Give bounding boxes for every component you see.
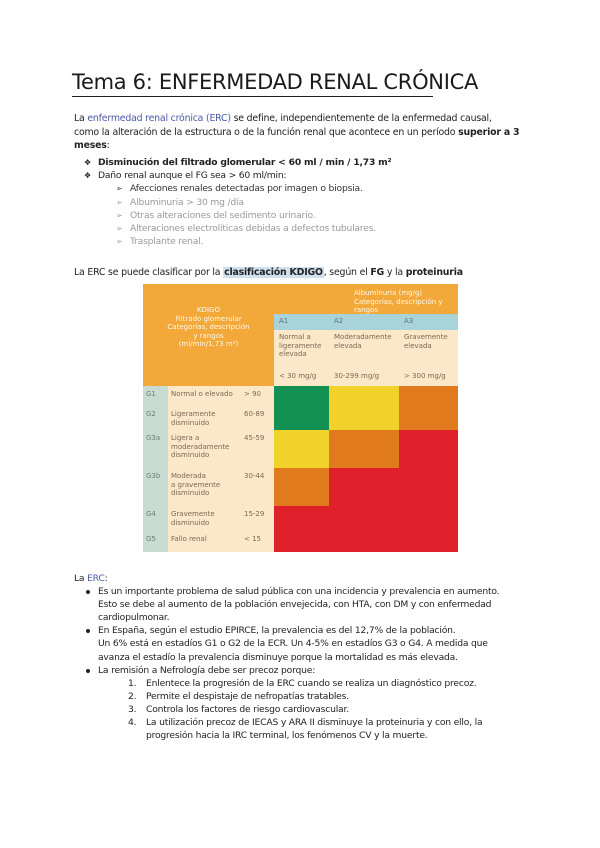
diamond-bullet-icon: ❖ bbox=[84, 158, 91, 167]
g4-description: Gravemente disminuido bbox=[168, 506, 241, 530]
arrow-bullet-icon: ➢ bbox=[116, 224, 123, 234]
g3b-description: Moderada a gravemente disminuido bbox=[168, 468, 241, 506]
referral-reason bbox=[74, 716, 544, 742]
erc-bullet-3-text: La remisión a Nefrología debe ser precoz porque: bbox=[98, 664, 316, 676]
erc-bullet-1 bbox=[74, 585, 544, 624]
arrow-bullet-icon: ➢ bbox=[116, 210, 123, 220]
risk-cell-g1g2-a3 bbox=[399, 386, 458, 430]
arrow-bullet-icon: ➢ bbox=[116, 184, 123, 194]
risk-cell-g3a-a2 bbox=[329, 430, 399, 468]
risk-cell-g4g5-all bbox=[274, 506, 458, 552]
intro-paragraph bbox=[74, 112, 534, 153]
g4-code: G4 bbox=[143, 506, 168, 530]
intro-term: enfermedad renal crónica (ERC) bbox=[87, 113, 231, 124]
risk-cell-g3b-a1 bbox=[274, 468, 329, 506]
g2-code: G2 bbox=[143, 406, 168, 430]
referral-reason-text: Controla los factores de riesgo cardiovascular. bbox=[146, 703, 349, 715]
g2-description: Ligeramente disminuido bbox=[168, 406, 241, 430]
a2-description: Moderadamente elevada bbox=[329, 330, 399, 366]
g3a-range: 45-59 bbox=[241, 430, 274, 468]
criteria-subitem: ➢ Trasplante renal. bbox=[116, 236, 204, 248]
page-title: Tema 6: ENFERMEDAD RENAL CRÓNICA bbox=[72, 70, 479, 94]
referral-reason bbox=[74, 690, 544, 703]
criteria-subitem: ➢ Alteraciones electrolíticas debidas a defectos tubulares. bbox=[116, 223, 377, 235]
erc-lead bbox=[74, 572, 544, 585]
g1-description: Normal o elevado bbox=[168, 386, 241, 406]
risk-cell-g3a-a1 bbox=[274, 430, 329, 468]
criteria-item-2: ❖ Daño renal aunque el FG sea > 60 ml/min: bbox=[84, 170, 287, 182]
g5-range: < 15 bbox=[241, 530, 274, 552]
kdigo-table bbox=[143, 284, 458, 552]
a1-range: < 30 mg/g bbox=[274, 366, 329, 386]
a3-range: > 300 mg/g bbox=[399, 366, 458, 386]
list-number: 2. bbox=[128, 690, 137, 702]
erc-lead-term: ERC bbox=[87, 573, 105, 584]
risk-cell-g1g2-a2 bbox=[329, 386, 399, 430]
intro-text-2: se define, independientemente de la enfermedad causal, bbox=[230, 113, 492, 124]
title-underline bbox=[72, 96, 433, 97]
g2-range: 60-89 bbox=[241, 406, 274, 430]
intro-text-1: La bbox=[74, 113, 88, 124]
erc-bullet-1-text: Es un importante problema de salud pública con una incidencia y prevalencia en aumento. Esto se debe al aumento de la población envejecida, con HTA, con DM y con enfermedad cardiopulmonar. bbox=[98, 586, 500, 624]
intro-text-3: como la alteración de la estructura o de la función renal que acontece en un período bbox=[74, 126, 459, 138]
g1-code: G1 bbox=[143, 386, 168, 406]
a3-description: Gravemente elevada bbox=[399, 330, 458, 366]
classify-text: y la bbox=[384, 267, 406, 278]
list-number: 3. bbox=[128, 703, 137, 715]
kdigo-left-header: KDIGO Filtrado glomerular Categorías, descripción y rangos (ml/min/1,73 m²) bbox=[143, 284, 274, 386]
referral-reason bbox=[74, 703, 544, 716]
g5-description: Fallo renal bbox=[168, 530, 241, 552]
proteinuria-term: proteinuria bbox=[405, 267, 463, 278]
classify-text: La ERC se puede clasificar por la bbox=[74, 267, 224, 278]
risk-cell-g3a-a3 bbox=[399, 430, 458, 468]
g4-range: 15-29 bbox=[241, 506, 274, 530]
classify-text: , según el bbox=[323, 267, 371, 278]
g3a-code: G3a bbox=[143, 430, 168, 468]
erc-bullet-2 bbox=[74, 624, 544, 663]
referral-reason-text: Enlentece la progresión de la ERC cuando se realiza un diagnóstico precoz. bbox=[146, 677, 477, 689]
erc-bullet-2-text: En España, según el estudio EPIRCE, la prevalencia es del 12,7% de la población. Un 6% está en estadíos G1 o G2 de la ECR. Un 4-5% en estadíos G3 o G4. A medida que avanza el estadío la prevalencia disminuye porque la mortalidad es más elevada. bbox=[98, 625, 488, 663]
g3a-description: Ligera a moderadamente disminuido bbox=[168, 430, 241, 468]
a2-range: 30-299 mg/g bbox=[329, 366, 399, 386]
erc-lead-colon: : bbox=[104, 573, 108, 584]
a1-description: Normal a ligeramente elevada bbox=[274, 330, 329, 366]
risk-cell-g3b-a2 bbox=[329, 468, 399, 506]
criteria-list bbox=[74, 156, 391, 248]
albuminuria-header: Albuminuria (mg/g) Categorías, descripción y rangos bbox=[274, 284, 458, 314]
criteria-item-1: ❖ Disminución del filtrado glomerular < 60 ml / min / 1,73 m² bbox=[84, 157, 392, 168]
criteria-subitem: ➢ Otras alteraciones del sedimento urinario. bbox=[116, 209, 316, 221]
intro-duration: superior a 3 bbox=[458, 126, 520, 138]
criteria-subitem: ➢ Afecciones renales detectadas por imagen o biopsia. bbox=[116, 183, 363, 195]
erc-lead-text: La bbox=[74, 573, 88, 584]
intro-meses: meses bbox=[74, 140, 107, 152]
erc-bullet-3 bbox=[74, 664, 544, 677]
referral-reason-text: Permite el despistaje de nefropatías tratables. bbox=[146, 690, 349, 702]
g3b-range: 30-44 bbox=[241, 468, 274, 506]
intro-colon: : bbox=[106, 140, 110, 152]
a2-code: A2 bbox=[329, 314, 399, 330]
kdigo-term: clasificación KDIGO bbox=[224, 267, 323, 278]
g5-code: G5 bbox=[143, 530, 168, 552]
list-number: 1. bbox=[128, 677, 137, 689]
arrow-bullet-icon: ➢ bbox=[116, 237, 123, 247]
classification-sentence bbox=[74, 266, 534, 280]
bullet-dot-icon bbox=[86, 629, 90, 633]
a1-code: A1 bbox=[274, 314, 329, 330]
a3-code: A3 bbox=[399, 314, 458, 330]
g1-range: > 90 bbox=[241, 386, 274, 406]
erc-section bbox=[74, 572, 544, 742]
bullet-dot-icon bbox=[86, 669, 90, 673]
risk-cell-g1g2-a1 bbox=[274, 386, 329, 430]
g3b-code: G3b bbox=[143, 468, 168, 506]
risk-cell-g3b-a3 bbox=[399, 468, 458, 506]
bullet-dot-icon bbox=[86, 590, 90, 594]
referral-reason bbox=[74, 677, 544, 690]
diamond-bullet-icon: ❖ bbox=[84, 171, 91, 181]
fg-term: FG bbox=[370, 267, 385, 278]
arrow-bullet-icon: ➢ bbox=[116, 197, 123, 207]
referral-reason-text: La utilización precoz de IECAS y ARA II disminuye la proteinuria y con ello, la progresión hacia la IRC terminal, los fenómenos CV y la muerte. bbox=[146, 717, 483, 742]
criteria-subitem: ➢ Albuminuria > 30 mg /día bbox=[116, 196, 244, 208]
list-number: 4. bbox=[128, 717, 137, 729]
